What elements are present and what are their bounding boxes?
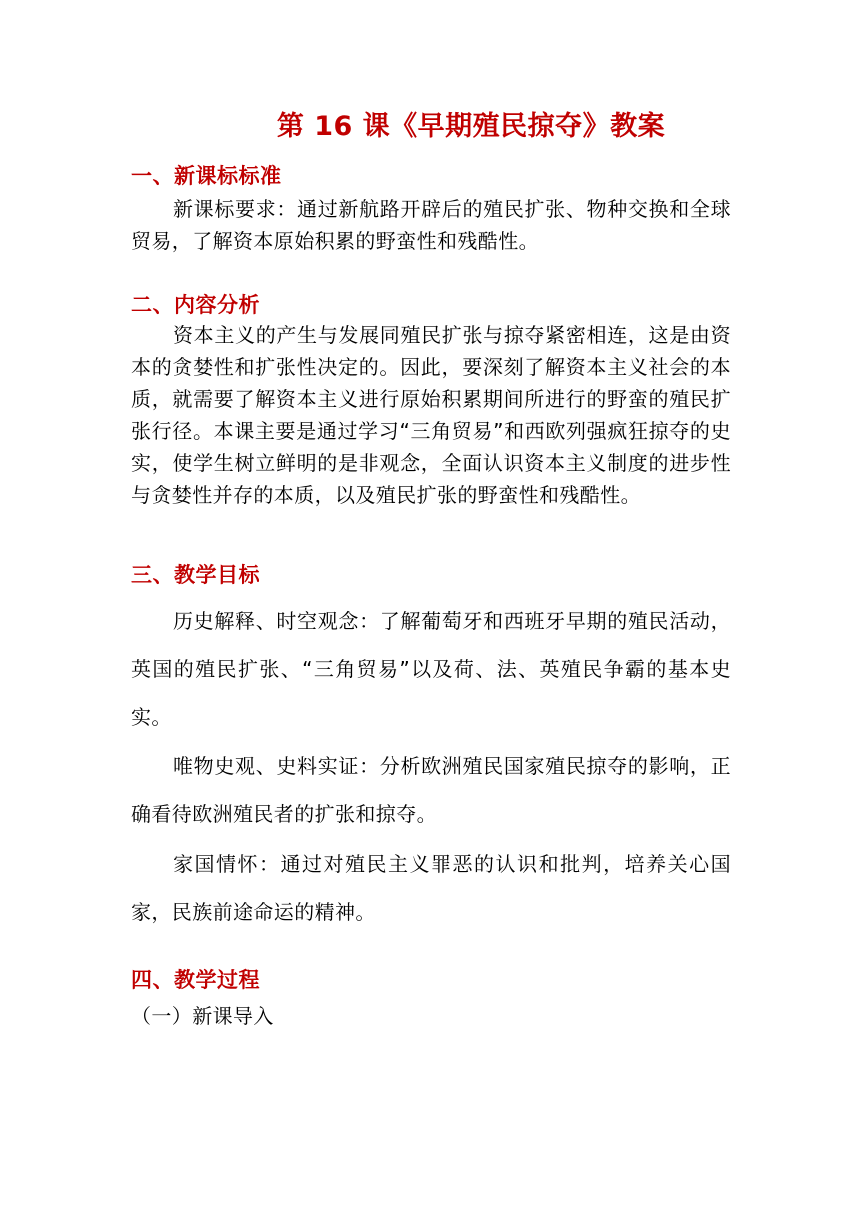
document-title: 第 16 课《早期殖民掠夺》教案	[276, 111, 666, 142]
paragraph-content-analysis: 资本主义的产生与发展同殖民扩张与掠夺紧密相连，这是由资本的贪婪性和扩张性决定的。因此，要深刻了解资本主义社会的本质，就需要了解资本主义进行原始积累期间所进行的野蛮的殖民扩张行径。本课主要是通过学习“三角贸易”和西欧列强疯狂掠夺的史实，使学生树立鲜明的是非观念，全面认识资本主义制度的进步性与贪婪性并存的本质，以及殖民扩张的野蛮性和残酷性。	[131, 323, 731, 507]
paragraph-standards: 新课标要求：通过新航路开辟后的殖民扩张、物种交换和全球贸易，了解资本原始积累的野蛮性和残酷性。	[131, 197, 731, 253]
section-heading-standards: 一、新课标标准	[131, 164, 282, 188]
section-heading-content-analysis: 二、内容分析	[131, 293, 260, 317]
paragraph-goal-history: 历史解释、时空观念：了解葡萄牙和西班牙早期的殖民活动，英国的殖民扩张、“三角贸易”以及荷、法、英殖民争霸的基本史实。	[131, 609, 731, 729]
section-heading-teaching-goals: 三、教学目标	[131, 563, 260, 587]
subheading-introduction: （一）新课导入	[131, 1004, 274, 1028]
section-heading-teaching-process: 四、教学过程	[131, 968, 260, 992]
paragraph-goal-patriotism: 家国情怀：通过对殖民主义罪恶的认识和批判，培养关心国家，民族前途命运的精神。	[131, 852, 731, 924]
paragraph-goal-materialism: 唯物史观、史料实证：分析欧洲殖民国家殖民掠夺的影响，正确看待欧洲殖民者的扩张和掠夺。	[131, 754, 731, 826]
